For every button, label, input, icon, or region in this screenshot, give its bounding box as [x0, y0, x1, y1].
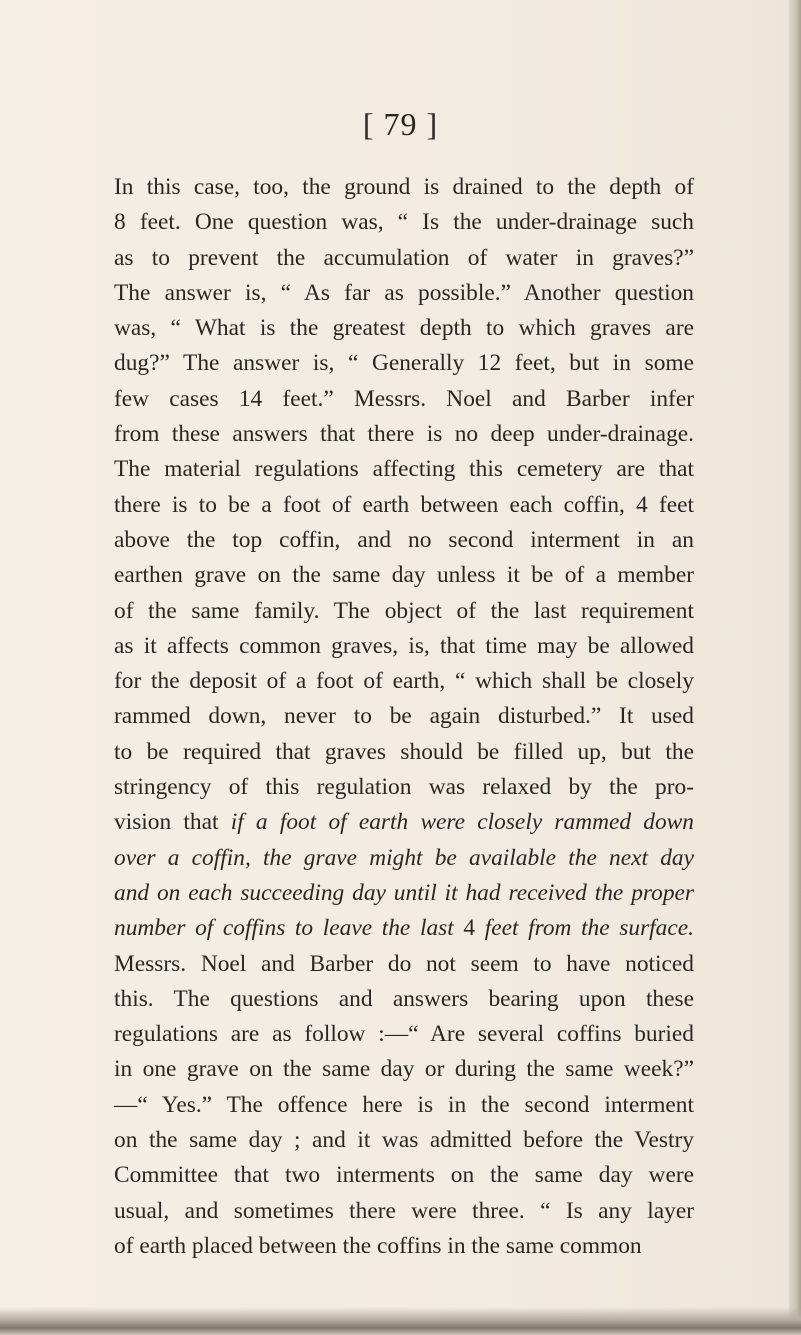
text-segment: on the same day ; and it was admitted before the Vestry — [114, 1127, 694, 1154]
text-line — [114, 947, 694, 982]
text-line — [114, 699, 694, 734]
text-line — [114, 241, 694, 276]
text-line — [114, 805, 694, 840]
text-line — [114, 488, 694, 523]
text-line — [114, 346, 694, 381]
text-line — [114, 417, 694, 452]
text-segment: to be required that graves should be filled up, but the — [114, 738, 694, 765]
text-segment: for the deposit of a foot of earth, “ which shall be closely — [114, 668, 694, 695]
text-segment: of the same family. The object of the last requirement — [114, 597, 694, 624]
text-segment: few cases 14 feet.” Messrs. Noel and Barber infer — [114, 385, 694, 412]
text-segment: of earth placed between the coffins in the same common — [114, 1232, 642, 1259]
italic-text: and on each succeeding day until it had received the proper — [114, 879, 694, 906]
text-line — [114, 523, 694, 558]
text-segment: usual, and sometimes there were three. “ Is any layer — [114, 1197, 694, 1224]
text-line — [114, 1194, 694, 1229]
page-edge-bottom — [0, 1307, 801, 1335]
text-segment: Messrs. Noel and Barber do not seem to have noticed — [114, 950, 694, 977]
text-line — [114, 876, 694, 911]
text-segment: earthen grave on the same day unless it be of a member — [114, 562, 694, 589]
italic-text: if a foot of earth were closely rammed down — [230, 809, 694, 836]
text-line — [114, 276, 694, 311]
italic-text: feet from the surface. — [475, 915, 694, 942]
text-line — [114, 911, 694, 946]
text-line — [114, 1123, 694, 1158]
text-line — [114, 770, 694, 805]
text-segment: stringency of this regulation was relaxed by the pro- — [114, 774, 694, 801]
text-line — [114, 1017, 694, 1052]
text-line — [114, 594, 694, 629]
text-segment: as it affects common graves, is, that time may be allowed — [114, 632, 694, 659]
text-line — [114, 452, 694, 487]
text-line — [114, 311, 694, 346]
italic-text: number of coffins to leave the last — [114, 915, 464, 942]
text-line — [114, 170, 694, 205]
text-line — [114, 1088, 694, 1123]
text-segment: rammed down, never to be again disturbed.” It used — [114, 703, 694, 730]
text-segment: —“ Yes.” The offence here is in the second interment — [114, 1091, 694, 1118]
text-segment: 4 — [463, 915, 476, 942]
text-segment: as to prevent the accumulation of water in graves?” — [114, 244, 694, 271]
text-segment: was, “ What is the greatest depth to which graves are — [114, 315, 694, 342]
text-segment: dug?” The answer is, “ Generally 12 feet, but in some — [114, 350, 694, 377]
text-line — [114, 382, 694, 417]
text-segment: In this case, too, the ground is drained to the depth of — [114, 174, 694, 200]
text-segment: this. The questions and answers bearing upon these — [114, 985, 694, 1012]
text-segment: regulations are as follow :—“ Are several coffins buried — [114, 1021, 694, 1048]
text-segment: 8 feet. One question was, “ Is the under-drainage such — [114, 209, 694, 236]
text-segment: The material regulations affecting this cemetery are that — [114, 456, 694, 483]
text-line — [114, 1052, 694, 1087]
text-segment: from these answers that there is no deep under-drainage. — [114, 421, 694, 448]
text-line — [114, 735, 694, 770]
text-line — [114, 629, 694, 664]
text-line — [114, 1158, 694, 1193]
text-line — [114, 982, 694, 1017]
text-line — [114, 664, 694, 699]
text-segment: vision that — [114, 809, 231, 836]
italic-text: over a coffin, the grave might be available the next day — [114, 844, 694, 871]
text-line — [114, 1229, 694, 1264]
text-segment: in one grave on the same day or during the same week?” — [114, 1056, 694, 1083]
text-segment: above the top coffin, and no second interment in an — [114, 526, 694, 553]
text-segment: The answer is, “ As far as possible.” Another question — [114, 279, 694, 306]
text-line — [114, 841, 694, 876]
text-line — [114, 205, 694, 240]
body-text — [114, 170, 694, 1264]
text-line — [114, 558, 694, 593]
page-number: [ 79 ] — [362, 106, 439, 142]
page-edge-right — [789, 0, 801, 1335]
text-segment: there is to be a foot of earth between each coffin, 4 feet — [114, 491, 694, 518]
text-segment: Committee that two interments on the same day were — [114, 1162, 694, 1189]
